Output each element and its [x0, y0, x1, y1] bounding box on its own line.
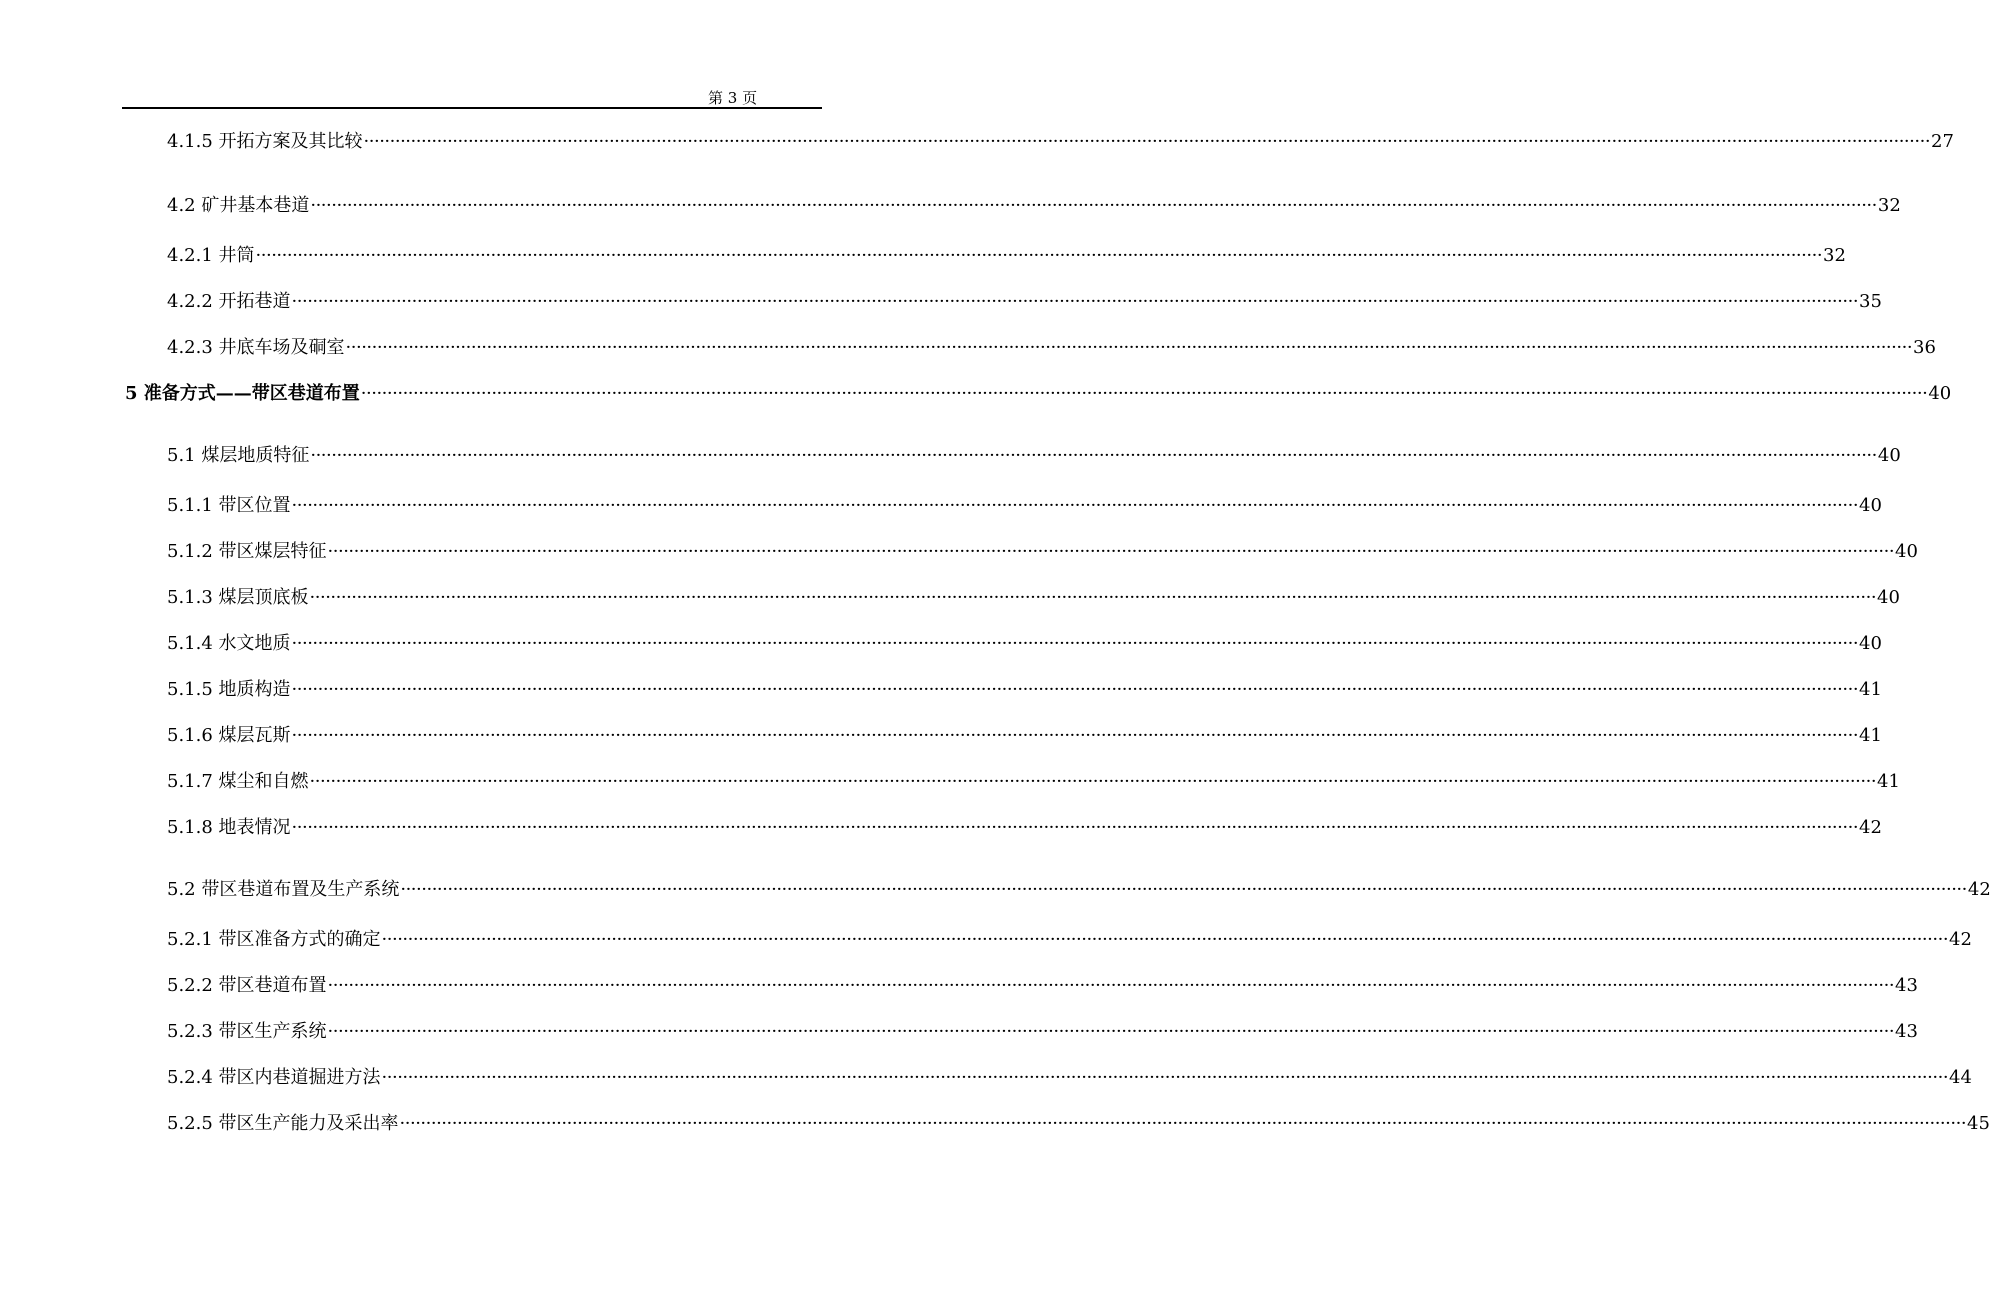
toc-entry-label: 5.1.4 水文地质: [167, 633, 291, 654]
toc-leader: ············································································································································································································································································································: [327, 1021, 1895, 1042]
toc-entry-page: 32: [1823, 245, 1846, 266]
toc-entry[interactable]: [167, 633, 1882, 655]
toc-leader: ············································································································································································································································································································: [363, 131, 1931, 152]
toc-entry[interactable]: [167, 817, 1882, 839]
toc-entry[interactable]: [167, 337, 1936, 359]
toc-leader: ············································································································································································································································································································: [291, 291, 1859, 312]
toc-entry-page: 27: [1931, 131, 1954, 152]
toc-entry-page: 44: [1949, 1067, 1972, 1088]
toc-entry-page: 40: [1859, 495, 1882, 516]
toc-entry-label: 5.1.3 煤层顶底板: [167, 587, 309, 608]
toc-entry-label: 5.1.7 煤尘和自燃: [167, 771, 309, 792]
toc-entry-page: 42: [1859, 817, 1882, 838]
toc-entry[interactable]: [167, 1113, 1990, 1135]
toc-entry-label: 5.1.2 带区煤层特征: [167, 541, 327, 562]
toc-entry-label: 5.1.5 地质构造: [167, 679, 291, 700]
toc-leader: ············································································································································································································································································································: [360, 383, 1928, 404]
toc-leader: ············································································································································································································································································································: [399, 1113, 1967, 1134]
toc-entry[interactable]: [167, 541, 1918, 563]
toc-entry-page: 40: [1928, 383, 1952, 404]
toc-leader: ············································································································································································································································································································: [291, 633, 1859, 654]
toc-entry-page: 41: [1859, 725, 1882, 746]
toc-entry[interactable]: [167, 1021, 1918, 1043]
toc-entry-page: 40: [1895, 541, 1918, 562]
toc-chapter-entry[interactable]: [125, 383, 1952, 405]
toc-leader: ············································································································································································································································································································: [327, 541, 1895, 562]
toc-entry-page: 43: [1895, 1021, 1918, 1042]
toc-leader: ············································································································································································································································································································: [291, 679, 1859, 700]
toc-entry-label: 5.1.6 煤层瓦斯: [167, 725, 291, 746]
toc-leader: ············································································································································································································································································································: [291, 817, 1859, 838]
toc-entry-label: 4.2 矿井基本巷道: [167, 195, 310, 216]
toc-entry[interactable]: [167, 495, 1882, 517]
toc-entry[interactable]: [167, 771, 1900, 793]
toc-entry-page: 45: [1967, 1113, 1990, 1134]
toc-entry-page: 36: [1913, 337, 1936, 358]
toc-entry-page: 41: [1859, 679, 1882, 700]
toc-entry-label: 4.2.1 井筒: [167, 245, 255, 266]
toc-entry-label: 4.2.3 井底车场及硐室: [167, 337, 345, 358]
toc-entry-page: 32: [1877, 195, 1901, 216]
toc-leader: ············································································································································································································································································································: [381, 1067, 1949, 1088]
toc-leader: ············································································································································································································································································································: [291, 725, 1859, 746]
toc-entry-page: 43: [1895, 975, 1918, 996]
toc-entry[interactable]: [167, 975, 1918, 997]
toc-leader: ············································································································································································································································································································: [309, 771, 1877, 792]
toc-entry-label: 5 准备方式——带区巷道布置: [125, 383, 360, 404]
toc-entry-label: 5.2.2 带区巷道布置: [167, 975, 327, 996]
toc-entry[interactable]: [167, 1067, 1972, 1089]
toc-entry[interactable]: [167, 929, 1972, 951]
toc-entry[interactable]: [167, 245, 1846, 267]
page-header: 第 3 页: [708, 89, 758, 107]
toc-entry-label: 5.2.5 带区生产能力及采出率: [167, 1113, 399, 1134]
toc-entry-label: 5.2.3 带区生产系统: [167, 1021, 327, 1042]
toc-entry[interactable]: [167, 445, 1901, 467]
toc-leader: ············································································································································································································································································································: [291, 495, 1859, 516]
toc-entry[interactable]: [167, 679, 1882, 701]
toc-entry-page: 41: [1877, 771, 1900, 792]
toc-entry-label: 5.1.8 地表情况: [167, 817, 291, 838]
toc-leader: ············································································································································································································································································································: [327, 975, 1895, 996]
toc-entry-label: 5.1 煤层地质特征: [167, 445, 310, 466]
toc-entry-page: 42: [1949, 929, 1972, 950]
toc-leader: ············································································································································································································································································································: [309, 587, 1877, 608]
toc-entry-label: 5.2.4 带区内巷道掘进方法: [167, 1067, 381, 1088]
header-rule: [122, 107, 822, 109]
toc-entry-page: 42: [1967, 879, 1991, 900]
toc-entry-label: 5.2.1 带区准备方式的确定: [167, 929, 381, 950]
toc-entry-page: 35: [1859, 291, 1882, 312]
toc-entry-page: 40: [1859, 633, 1882, 654]
toc-leader: ············································································································································································································································································································: [255, 245, 1823, 266]
toc-entry-label: 4.1.5 开拓方案及其比较: [167, 131, 363, 152]
toc-leader: ············································································································································································································································································································: [345, 337, 1913, 358]
toc-entry[interactable]: [167, 587, 1900, 609]
toc-entry[interactable]: [167, 725, 1882, 747]
toc-entry-label: 5.1.1 带区位置: [167, 495, 291, 516]
toc-leader: ············································································································································································································································································································: [310, 195, 1877, 216]
toc-leader: ············································································································································································································································································································: [381, 929, 1949, 950]
toc-leader: ············································································································································································································································································································: [310, 445, 1877, 466]
toc-entry[interactable]: [167, 195, 1901, 217]
toc-entry[interactable]: [167, 879, 1991, 901]
toc-entry-page: 40: [1877, 587, 1900, 608]
toc-entry[interactable]: [167, 291, 1882, 313]
toc-entry-label: 4.2.2 开拓巷道: [167, 291, 291, 312]
toc-entry[interactable]: [167, 131, 1954, 153]
toc-entry-page: 40: [1877, 445, 1901, 466]
toc-entry-label: 5.2 带区巷道布置及生产系统: [167, 879, 400, 900]
toc-leader: ············································································································································································································································································································: [400, 879, 1967, 900]
